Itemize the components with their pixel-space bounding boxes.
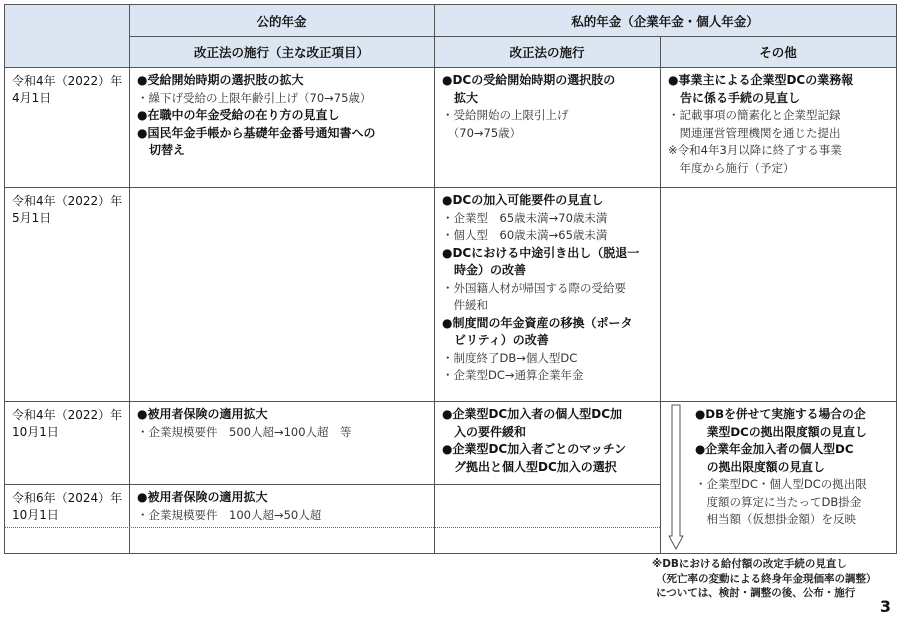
list-item: ※令和4年3月以降に終了する事業 — [668, 143, 842, 157]
list-item: 件緩和 — [442, 298, 488, 312]
list-item: 時金）の改善 — [442, 263, 527, 277]
list-item: ●DBを併せて実施する場合の企 — [695, 407, 866, 421]
list-item: 相当額（仮想掛金額）を反映 — [695, 512, 856, 526]
list-item: 切替え — [137, 143, 186, 157]
public-cell — [129, 67, 434, 160]
list-item: 年度から施行（予定） — [668, 160, 795, 175]
row-date: 令和4年（2022）年 4月1日 — [12, 74, 123, 105]
grid-line — [129, 36, 896, 37]
list-item: グ拠出と個人型DC加入の選択 — [442, 459, 617, 474]
list-item: ●被用者保険の適用拡大 — [137, 490, 268, 504]
list-item: ・企業規模要件 500人超→100人超 等 — [137, 424, 352, 439]
row-date: 令和4年（2022）年 5月1日 — [12, 194, 123, 225]
list-item: ●在職中の年金受給の在り方の見直し — [137, 108, 340, 122]
list-item: ●DCにおける中途引き出し（脱退一 — [442, 245, 640, 260]
list-item: ・個人型 60歳未満→65歳未満 — [442, 228, 608, 242]
list-item: 業型DCの拠出限度額の見直し — [695, 424, 867, 439]
row-date: 令和4年（2022）年 10月1日 — [12, 408, 123, 439]
list-item: ・企業型 65歳未満→70歳未満 — [442, 210, 608, 225]
list-item: （70→75歳） — [442, 125, 522, 140]
list-item: ・記載事項の簡素化と企業型記録 — [668, 108, 841, 122]
row-date: 令和6年（2024）年 10月1日 — [12, 491, 123, 522]
private-cell — [434, 401, 660, 476]
header-other: その他 — [660, 36, 896, 67]
header-public-sub: 改正法の施行（主な改正項目） — [129, 36, 434, 67]
list-item: ●企業型DC加入者ごとのマッチン — [442, 442, 627, 456]
private-cell — [434, 67, 660, 142]
public-cell — [129, 401, 434, 441]
list-item: ●企業型DC加入者の個人型DC加 — [442, 407, 623, 421]
header-private: 私的年金（企業年金・個人年金） — [434, 5, 896, 36]
other-cell — [660, 67, 896, 177]
list-item: ●DCの受給開始時期の選択肢の — [442, 73, 616, 87]
footnote: ※DBにおける給付額の改定手続の見直し （死亡率の変動による終身年金現価率の調整） については、検討・調整の後、公布・施行 — [652, 558, 877, 599]
list-item: ●被用者保険の適用拡大 — [137, 407, 268, 421]
list-item: 告に係る手続の見直し — [668, 90, 801, 105]
list-item: ●企業年金加入者の個人型DC — [695, 442, 854, 456]
list-item: ●事業主による企業型DCの業務報 — [668, 73, 854, 87]
reform-schedule-table — [4, 4, 897, 554]
header-corner — [5, 5, 129, 67]
list-item: ・企業型DC・個人型DCの拠出限 — [695, 477, 867, 491]
list-item: 入の要件緩和 — [442, 424, 527, 439]
list-item: ・企業規模要件 100人超→50人超 — [137, 507, 322, 522]
page-number: 3 — [879, 597, 891, 616]
list-item: 関連運営管理機関を通じた提出 — [668, 125, 841, 140]
grid-line — [5, 527, 660, 528]
list-item: ●制度間の年金資産の移換（ポータ — [442, 315, 633, 330]
list-item: ・外国籍人材が帰国する際の受給要 — [442, 280, 626, 295]
list-item: ビリティ）の改善 — [442, 333, 549, 347]
list-item: 度額の算定に当たってDB掛金 — [695, 494, 862, 509]
list-item: ●受給開始時期の選択肢の拡大 — [137, 73, 304, 87]
list-item: ・繰下げ受給の上限年齢引上げ（70→75歳） — [137, 90, 372, 105]
list-item: ・受給開始の上限引上げ — [442, 108, 569, 122]
list-item: ●国民年金手帳から基礎年金番号通知書への — [137, 125, 376, 140]
list-item: ・企業型DC→通算企業年金 — [442, 368, 584, 382]
private-cell — [434, 187, 660, 385]
list-item: 拡大 — [442, 90, 479, 105]
public-cell — [129, 484, 434, 524]
list-item: の拠出限度額の見直し — [695, 459, 825, 474]
down-arrow-icon — [668, 404, 684, 550]
header-private-sub: 改正法の施行 — [434, 36, 660, 67]
other-cell — [693, 401, 896, 529]
list-item: ●DCの加入可能要件の見直し — [442, 193, 604, 207]
header-public: 公的年金 — [129, 5, 434, 36]
list-item: ・制度終了DB→個人型DC — [442, 350, 578, 365]
